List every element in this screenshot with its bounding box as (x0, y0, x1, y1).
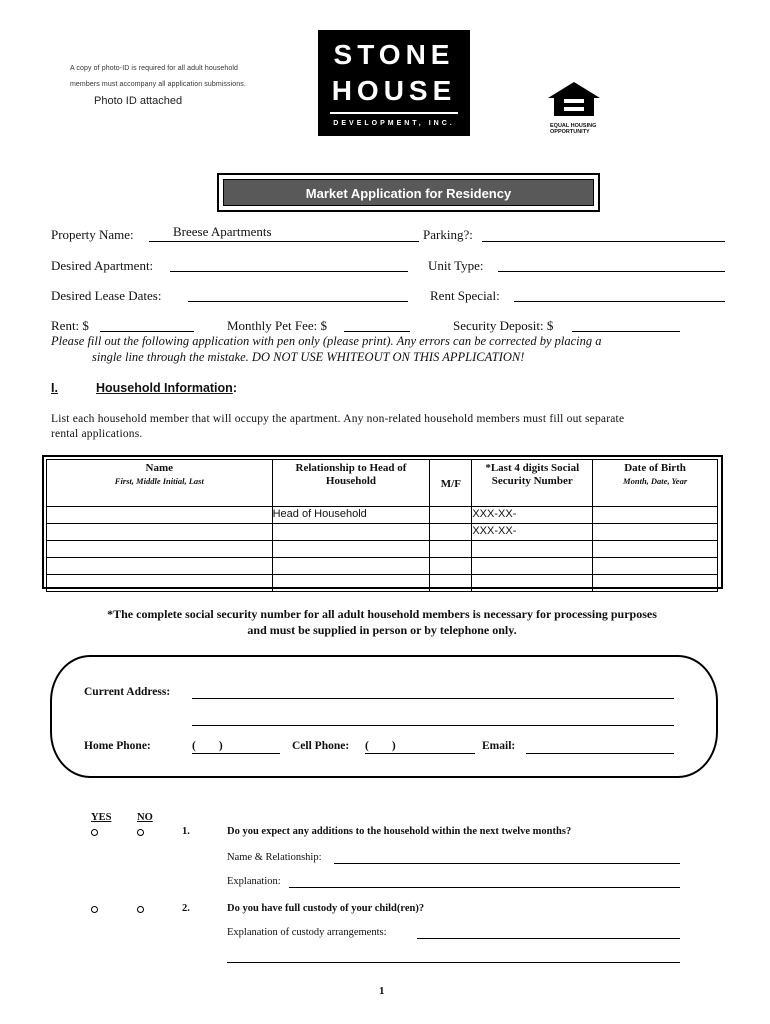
q2-explanation-label: Explanation of custody arrangements: (227, 927, 387, 938)
q2-explanation-field-line2[interactable] (227, 962, 680, 963)
property-name-label: Property Name: (51, 227, 134, 242)
q1-number: 1. (182, 826, 190, 837)
section1-number: I. (51, 381, 58, 395)
household-table (46, 459, 718, 592)
cell-relationship[interactable]: Head of Household (272, 507, 430, 524)
cell-dob[interactable] (593, 524, 718, 541)
q1-name-relationship-label: Name & Relationship: (227, 852, 322, 863)
email-field[interactable] (526, 753, 674, 754)
home-phone-label: Home Phone: (84, 740, 151, 752)
page-title: Market Application for Residency (223, 179, 594, 206)
cell-name[interactable] (47, 524, 273, 541)
logo-line3: DEVELOPMENT, INC. (333, 120, 455, 127)
photo-id-note-line1: A copy of photo-ID is required for all adult household (70, 65, 239, 72)
no-column-label: NO (137, 812, 153, 823)
cell-name[interactable] (47, 541, 273, 558)
col-header-ssn: *Last 4 digits Social Security Number (472, 460, 593, 507)
cell-ssn[interactable] (472, 558, 593, 575)
rent-special-field[interactable] (514, 301, 725, 302)
rent-label: Rent: $ (51, 318, 89, 333)
q2-explanation-field[interactable] (417, 938, 680, 939)
q2-number: 2. (182, 903, 190, 914)
page-number: 1 (379, 985, 385, 997)
col-header-relationship: Relationship to Head of Household (272, 460, 430, 507)
household-table-header (47, 460, 718, 507)
q1-yes-radio[interactable] (91, 829, 98, 836)
cell-dob[interactable] (593, 507, 718, 524)
section1-text-line2: rental applications. (51, 428, 143, 440)
cell-phone-label: Cell Phone: (292, 740, 350, 752)
ssn-note-line2: and must be supplied in person or by telephone only. (247, 623, 517, 637)
table-row (47, 507, 718, 524)
cell-name[interactable] (47, 575, 273, 592)
unit-type-label: Unit Type: (428, 258, 484, 273)
cell-name[interactable] (47, 558, 273, 575)
section1-title: Household Information: (96, 381, 237, 395)
q2-yes-radio[interactable] (91, 906, 98, 913)
home-phone-field[interactable] (192, 753, 280, 754)
contact-oval (50, 655, 718, 778)
col-header-dob: Date of Birth Month, Date, Year (593, 460, 718, 507)
q1-name-relationship-field[interactable] (334, 863, 680, 864)
ssn-note (46, 606, 718, 638)
current-address-field-line1[interactable] (192, 698, 674, 699)
cell-ssn[interactable] (472, 541, 593, 558)
security-deposit-label: Security Deposit: $ (453, 318, 554, 333)
q1-question: Do you expect any additions to the household within the next twelve months? (227, 826, 572, 837)
table-row (47, 558, 718, 575)
cell-ssn[interactable] (472, 575, 593, 592)
instructions-line2: single line through the mistake. DO NOT USE WHITEOUT ON THIS APPLICATION! (92, 350, 525, 364)
cell-phone-field[interactable] (365, 753, 475, 754)
desired-lease-dates-label: Desired Lease Dates: (51, 288, 162, 303)
cell-relationship[interactable] (272, 524, 430, 541)
property-name-value: Breese Apartments (173, 224, 272, 239)
q1-explanation-label: Explanation: (227, 876, 281, 887)
title-box (217, 173, 600, 212)
cell-mf[interactable] (430, 558, 472, 575)
table-row (47, 524, 718, 541)
table-row (47, 541, 718, 558)
logo-rule (330, 112, 458, 114)
email-label: Email: (482, 740, 516, 752)
equal-housing-logo (546, 80, 602, 135)
section1-text-line1: List each household member that will occupy the apartment. Any non-related household members must fill out separate (51, 413, 625, 425)
cell-dob[interactable] (593, 541, 718, 558)
cell-phone-area-code: ( ) (365, 740, 396, 752)
cell-name[interactable] (47, 507, 273, 524)
property-name-field[interactable] (149, 241, 419, 242)
cell-relationship[interactable] (272, 558, 430, 575)
pet-fee-label: Monthly Pet Fee: $ (227, 318, 328, 333)
equal-housing-house-icon (546, 80, 602, 118)
rent-field[interactable] (100, 331, 194, 332)
desired-lease-dates-field[interactable] (188, 301, 408, 302)
photo-id-attached: Photo ID attached (94, 95, 183, 107)
cell-mf[interactable] (430, 507, 472, 524)
home-phone-area-code: ( ) (192, 740, 223, 752)
eho-label-1: EQUAL HOUSING (550, 123, 597, 129)
logo-line2: HOUSE (331, 75, 457, 106)
instructions-line1: Please fill out the following application with pen only (please print). Any errors can be corrected by placing a (51, 334, 602, 348)
rent-special-label: Rent Special: (430, 288, 500, 303)
unit-type-field[interactable] (498, 271, 725, 272)
parking-field[interactable] (482, 241, 725, 242)
desired-apartment-field[interactable] (170, 271, 408, 272)
logo-line1: STONE (333, 39, 455, 70)
q2-question: Do you have full custody of your child(ren)? (227, 903, 425, 914)
col-header-name: Name First, Middle Initial, Last (47, 460, 273, 507)
stone-house-logo (318, 30, 470, 136)
current-address-field-line2[interactable] (192, 725, 674, 726)
cell-dob[interactable] (593, 575, 718, 592)
pet-fee-field[interactable] (344, 331, 410, 332)
q1-explanation-field[interactable] (289, 887, 680, 888)
yes-column-label: YES (91, 812, 112, 823)
security-deposit-field[interactable] (572, 331, 680, 332)
cell-dob[interactable] (593, 558, 718, 575)
cell-ssn[interactable]: XXX-XX- (472, 507, 593, 524)
table-row (47, 575, 718, 592)
parking-label: Parking?: (423, 227, 473, 242)
photo-id-note-line2: members must accompany all application submissions. (70, 81, 246, 88)
cell-mf[interactable] (430, 575, 472, 592)
ssn-note-line1: *The complete social security number for all adult household members is necessary for processing purposes (107, 607, 657, 621)
cell-relationship[interactable] (272, 575, 430, 592)
current-address-label: Current Address: (84, 686, 171, 698)
cell-mf[interactable] (430, 541, 472, 558)
q1-no-radio[interactable] (137, 829, 144, 836)
col-header-mf: M/F (430, 460, 472, 507)
q2-no-radio[interactable] (137, 906, 144, 913)
cell-ssn[interactable]: XXX-XX- (472, 524, 593, 541)
desired-apartment-label: Desired Apartment: (51, 258, 154, 273)
cell-mf[interactable] (430, 524, 472, 541)
cell-relationship[interactable] (272, 541, 430, 558)
eho-label-2: OPPORTUNITY (550, 129, 590, 135)
